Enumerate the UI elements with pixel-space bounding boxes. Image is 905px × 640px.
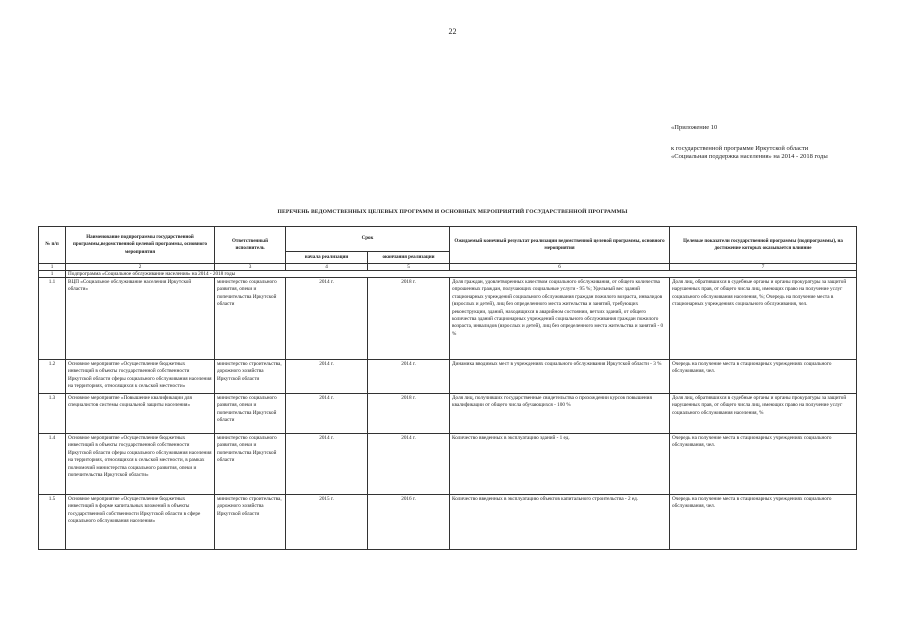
document-title: ПЕРЕЧЕНЬ ВЕДОМСТВЕННЫХ ЦЕЛЕВЫХ ПРОГРАММ И ОСНОВНЫХ МЕРОПРИЯТИЙ ГОСУДАРСТВЕННОЙ ПРОГРАММЫ [277,209,628,215]
row-executor: министерство социального развития, опеки и попечительства Иркутской области [215,394,286,434]
table-header-row [39,227,857,252]
row-executor: министерство строительства, дорожного хозяйства Иркутской области [215,360,286,394]
row-start: 2015 г. [286,495,368,550]
row-num: 1.5 [39,495,66,550]
row-result: Количество введенных в эксплуатацию зданий - 1 ед. [450,434,670,495]
row-name: Основное мероприятие «Повышение квалификации для специалистов системы социальной защиты населения» [66,394,215,434]
table-row [39,434,857,495]
header-result: Ожидаемый конечный результат реализации ведомственной целевой программы, основного мероприятия [450,227,670,264]
column-number: 6 [450,264,670,271]
row-end: 2016 г. [368,495,450,550]
row-start: 2014 г. [286,434,368,495]
column-number: 7 [670,264,857,271]
row-start: 2014 г. [286,394,368,434]
header-indicators: Целевые показатели государственной программы (подпрограммы), на достижение которых оказывается влияние [670,227,857,264]
row-num: 1.2 [39,360,66,394]
row-result: Доля граждан, удовлетворенных качеством социального обслуживания, от общего количества опрошенных граждан, получающих социальные услуги - 95 %; Удельный вес зданий стационарных учреждений социального обслуживания граждан пожилого возраста, инвалидов (взрослых и детей), лиц без определенного места жительства и занятий, требующих реконструкции, зданий, находящихся в аварийном состоянии, ветхих зданий, от общего количества зданий стационарных учреждений социального обслуживания граждан пожилого возраста, инвалидов (взрослых и детей), лиц без определенного места жительства и занятий - 0 % [450,278,670,360]
row-end: 2014 г. [368,434,450,495]
column-number: 2 [66,264,215,271]
table-row [39,495,857,550]
subprogram-row [39,271,857,278]
row-result: Доля лиц, получивших государственные свидетельства о прохождении курсов повышения квалификации от общего числа обучающихся - 100 % [450,394,670,434]
header-num: № п/п [39,227,66,264]
column-numbers-row [39,264,857,271]
table-row [39,394,857,434]
appendix-label: «Приложение 10 [671,124,718,131]
subprogram-num: 1 [39,271,66,278]
row-executor: министерство строительства, дорожного хозяйства Иркутской области [215,495,286,550]
header-name: Наименование подпрограммы государственной программы,ведомственной целевой программы, основного мероприятия [66,227,215,264]
row-name: Основное мероприятие «Осуществление бюджетных инвестиций в объекты государственной собственности Иркутской области сферы социального обслуживания населения на территориях, относящихся к сельской местности» [66,360,215,394]
row-end: 2018 г. [368,394,450,434]
column-number: 3 [215,264,286,271]
row-num: 1.4 [39,434,66,495]
programs-table [38,226,857,550]
row-name: ВЦП «Социальное обслуживание населения Иркутской области» [66,278,215,360]
row-num: 1.3 [39,394,66,434]
row-indicators: Очередь на получение места в стационарных учреждениях социального обслуживания, чел. [670,434,857,495]
appendix-line-2: «Социальная поддержка населения» на 2014 - 2018 годы [671,153,828,160]
row-name: Основное мероприятие «Осуществление бюджетных инвестиций в объекты государственной собственности Иркутской области сферы социального обслуживания населения на территориях, относящихся к сельской местности, в рамках полномочий министерства социального развития, опеки и попечительства Иркутской области» [66,434,215,495]
page-number: 22 [448,27,457,36]
row-indicators: Очередь на получение места в стационарных учреждениях социального обслуживания, чел. [670,495,857,550]
row-executor: министерство социального развития, опеки и попечительства Иркутской области [215,278,286,360]
column-number: 4 [286,264,368,271]
row-indicators: Доля лиц, обратившихся в судебные органы и органы прокуратуры за защитой нарушенных прав, от общего числа лиц, имеющих право на получение услуг социального обслуживания населения, % [670,394,857,434]
header-end: окончания реализации [368,252,450,264]
header-term: Срок [286,227,450,252]
table-row [39,360,857,394]
column-number: 1 [39,264,66,271]
row-result: Динамика вводимых мест в учреждениях социального обслуживания Иркутской области - 3 % [450,360,670,394]
row-indicators: Доля лиц, обратившихся в судебные органы и органы прокуратуры за защитой нарушенных прав, от общего числа лиц, имеющих право на получение услуг социального обслуживания населения, %; Очередь на получение места в стационарных учреждениях социального обслуживания, чел. [670,278,857,360]
row-start: 2014 г. [286,360,368,394]
row-result: Количество введенных в эксплуатацию объектов капитального строительства - 2 ед. [450,495,670,550]
appendix-line-1: к государственной программе Иркутской области [671,145,809,152]
row-executor: министерство социального развития, опеки и попечительства Иркутской области [215,434,286,495]
row-num: 1.1 [39,278,66,360]
header-executor: Ответственный исполнитель [215,227,286,264]
row-start: 2014 г. [286,278,368,360]
header-start: начала реализации [286,252,368,264]
row-end: 2018 г. [368,278,450,360]
table-row [39,278,857,360]
subprogram-title: Подпрограмма «Социальное обслуживание населения» на 2014 - 2018 годы [66,271,857,278]
column-number: 5 [368,264,450,271]
row-name: Основное мероприятие «Осуществление бюджетных инвестиций в форме капитальных вложений в объекты государственной собственности Иркутской области в сфере социального обслуживания населения» [66,495,215,550]
row-indicators: Очередь на получение места в стационарных учреждениях социального обслуживания, чел. [670,360,857,394]
row-end: 2014 г. [368,360,450,394]
